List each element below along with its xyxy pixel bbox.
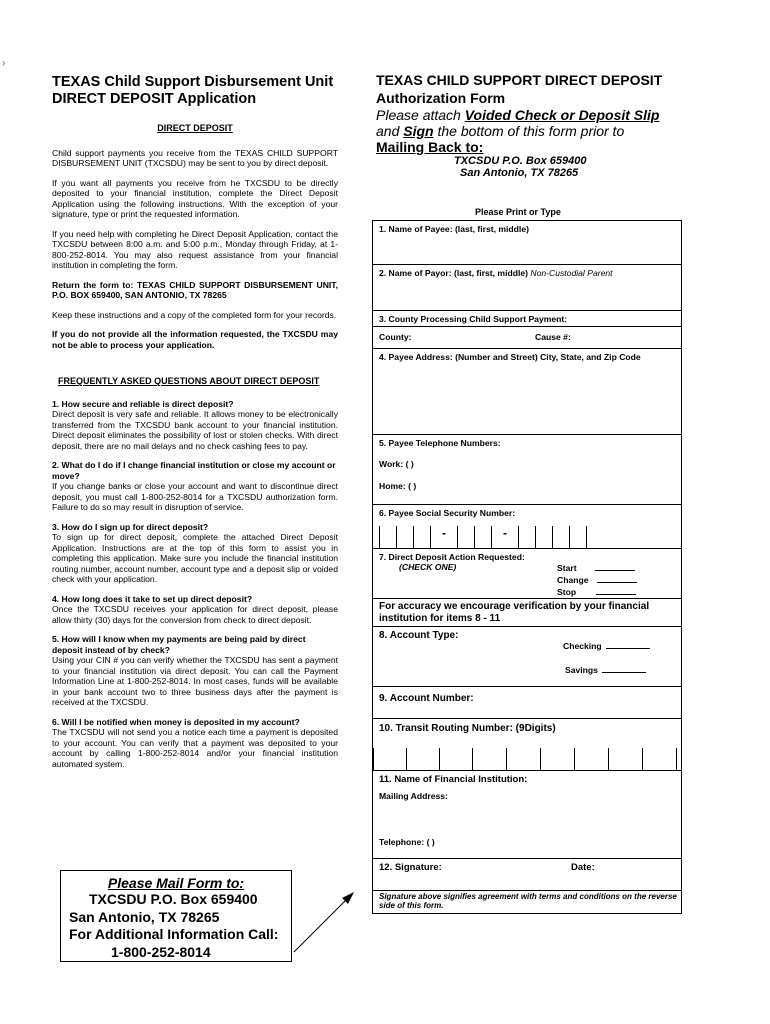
- action-change[interactable]: Change: [557, 575, 657, 585]
- faq-answer: If you change banks or close your account and want to discontinue direct deposit, you must call 1-800-252-8014 for a TXCSDU authorization form. Failure to do so may result in disruption of service.: [52, 481, 338, 513]
- faq-question: 4. How long does it take to set up direct deposit?: [52, 593, 253, 604]
- action-stop[interactable]: Stop: [557, 587, 657, 597]
- field-label: 5. Payee Telephone Numbers:: [379, 438, 501, 448]
- instruction-line-2: and Sign the bottom of this form prior to: [376, 123, 625, 139]
- left-title-1: TEXAS Child Support Disbursement Unit: [52, 74, 334, 90]
- field-label: County: Cause #:: [379, 332, 571, 342]
- faq-item: [52, 522, 338, 585]
- scan-mark: ›: [2, 58, 6, 69]
- faq-item: [52, 634, 338, 707]
- payee-address-field[interactable]: [373, 349, 681, 435]
- check-one-label: (CHECK ONE): [399, 562, 457, 572]
- institution-telephone-label: Telephone: ( ): [379, 837, 435, 847]
- paragraph: Return the form to: TEXAS CHILD SUPPORT DISBURSEMENT UNIT, P.O. BOX 659400, SAN ANTONIO, TX 78265: [52, 279, 338, 301]
- checking-option[interactable]: Checking: [563, 641, 673, 651]
- account-type-field: [373, 627, 681, 687]
- routing-digit-boxes: [373, 748, 677, 770]
- instruction-line-3: Mailing Back to:: [376, 139, 484, 155]
- faq-heading: FREQUENTLY ASKED QUESTIONS ABOUT DIRECT DEPOSIT: [58, 376, 320, 387]
- mail-box-line: For Additional Information Call:: [69, 926, 279, 942]
- ssn-field[interactable]: [373, 505, 681, 549]
- county-processing-label-row: [373, 311, 681, 327]
- faq-item: [52, 594, 338, 625]
- field-label: 10. Transit Routing Number: (9Digits): [379, 723, 556, 734]
- field-label: 3. County Processing Child Support Payment:: [379, 314, 568, 324]
- action-start[interactable]: Start: [557, 563, 657, 573]
- faq-answer: The TXCSDU will not send you a notice each time a payment is deposited to your account. You can verify that a payment was deposited to your account by calling 1-800-252-8014 and/or your financial institution automated system.: [52, 727, 338, 769]
- field-label: 9. Account Number:: [379, 693, 474, 704]
- mail-box-line: TXCSDU P.O. Box 659400: [89, 891, 258, 907]
- payee-name-field[interactable]: [373, 221, 681, 265]
- account-number-field[interactable]: [373, 687, 681, 719]
- left-column: [52, 74, 338, 769]
- arrow-icon: [290, 888, 360, 958]
- faq-answer: To sign up for direct deposit, complete the attached Direct Deposit Application. Instructions are at the top of this form to assist you in completing this application. Make sure you include the financial institution routing number, account number, account type and a deposit slip or voided check with your application.: [52, 532, 338, 585]
- authorization-form: [372, 220, 682, 914]
- faq-item: [52, 717, 338, 769]
- paragraph: Child support payments you receive from the TEXAS CHILD SUPPORT DISBURSEMENT UNIT (TXCSDU) may be sent to you by direct deposit.: [52, 147, 338, 169]
- deposit-action-field: [373, 549, 681, 599]
- savings-option[interactable]: Savings: [565, 665, 675, 675]
- payor-name-field[interactable]: [373, 265, 681, 311]
- right-header: [376, 72, 676, 179]
- faq-answer: Once the TXCSDU receives your application for direct deposit, please allow thirty (30) days for the conversion from check to direct deposit.: [52, 604, 338, 625]
- faq-question: 6. Will I be notified when money is deposited in my account?: [52, 716, 300, 727]
- routing-number-field[interactable]: [373, 719, 681, 771]
- faq-answer: Direct deposit is very safe and reliable. It allows money to be electronically transferred from the TXCSDU bank account to your financial institution. Direct deposit eliminates the possibility of lost or stolen checks. With direct deposit, there are no mail delays and no check cashing fees to pay.: [52, 409, 338, 451]
- field-label: 7. Direct Deposit Action Requested:: [379, 552, 525, 562]
- field-label: 6. Payee Social Security Number:: [379, 508, 516, 518]
- instruction-line-1: Please attach Voided Check or Deposit Slip: [376, 107, 660, 123]
- paragraph: If you do not provide all the information requested, the TXCSDU may not be able to process your application.: [52, 329, 338, 350]
- faq-question: 2. What do I do if I change financial institution or close my account or move?: [52, 460, 336, 481]
- signature-note: [373, 891, 681, 913]
- return-address-1: TXCSDU P.O. Box 659400: [454, 155, 587, 167]
- paragraph: If you need help with completing he Direct Deposit Application, contact the TXCSDU between 8:00 a.m. and 5:00 p.m., Monday through Friday, at 1-800-252-8014. You may also request assistance from your financial institution in completing the form.: [52, 228, 338, 271]
- left-title-2: DIRECT DEPOSIT Application: [52, 91, 257, 108]
- mail-box-line: San Antonio, TX 78265: [69, 908, 220, 925]
- payee-telephone-field[interactable]: [373, 435, 681, 505]
- mail-box-line: 1-800-252-8014: [111, 943, 211, 960]
- home-phone-label: Home: ( ): [379, 481, 417, 491]
- field-label: 4. Payee Address: (Number and Street) City, State, and Zip Code: [379, 352, 641, 362]
- verification-note: [373, 599, 681, 627]
- return-address-2: San Antonio, TX 78265: [460, 167, 579, 179]
- work-phone-label: Work: ( ): [379, 459, 414, 469]
- paragraph: Keep these instructions and a copy of the completed form for your records.: [52, 309, 337, 320]
- faq-question: 5. How will I know when my payments are being paid by direct deposit instead of by check?: [52, 634, 306, 655]
- mail-box-heading: Please Mail Form to:: [107, 875, 245, 891]
- mail-form-box: [60, 870, 292, 962]
- print-or-type: Please Print or Type: [475, 207, 561, 217]
- financial-institution-field[interactable]: [373, 771, 681, 859]
- faq-question: 1. How secure and reliable is direct deposit?: [52, 398, 234, 409]
- signature-field[interactable]: [373, 859, 681, 891]
- field-label: 12. Signature: Date:: [379, 862, 595, 873]
- field-label: 2. Name of Payor: (last, first, middle) Non-Custodial Parent: [379, 268, 613, 278]
- direct-deposit-heading: DIRECT DEPOSIT: [157, 122, 233, 133]
- field-label: 8. Account Type:: [379, 630, 459, 641]
- field-label: 1. Name of Payee: (last, first, middle): [379, 224, 529, 234]
- faq-answer: Using your CIN # you can verify whether the TXCSDU has sent a payment to your financial institution via direct deposit. You can call the Payment Information Line at 1-800-252-8014. In most cases, funds will be available in your bank account two to three business days after the payment is received at the TXCSDU.: [52, 655, 338, 708]
- mailing-address-label: Mailing Address:: [379, 791, 448, 801]
- county-cause-row[interactable]: [373, 327, 681, 349]
- faq-item: [52, 460, 338, 512]
- form-subtitle: Authorization Form: [376, 90, 506, 106]
- faq-question: 3. How do I sign up for direct deposit?: [52, 521, 209, 532]
- faq-item: [52, 399, 338, 451]
- ssn-digit-boxes: - -: [379, 526, 587, 548]
- paragraph: If you want all payments you receive from he TXCSDU to be directly deposited to your financial institution, complete the Direct Deposit Application using the following instructions. With the exception of your signature, type or print the requested information.: [52, 177, 338, 220]
- signature-note-text: Signature above signifies agreement with terms and conditions on the reverse side of this form.: [379, 892, 677, 910]
- field-label: 11. Name of Financial Institution:: [379, 774, 528, 785]
- verification-text: For accuracy we encourage verification by your financial institution for items 8 - 11: [379, 601, 650, 624]
- form-title: TEXAS CHILD SUPPORT DIRECT DEPOSIT: [376, 72, 663, 88]
